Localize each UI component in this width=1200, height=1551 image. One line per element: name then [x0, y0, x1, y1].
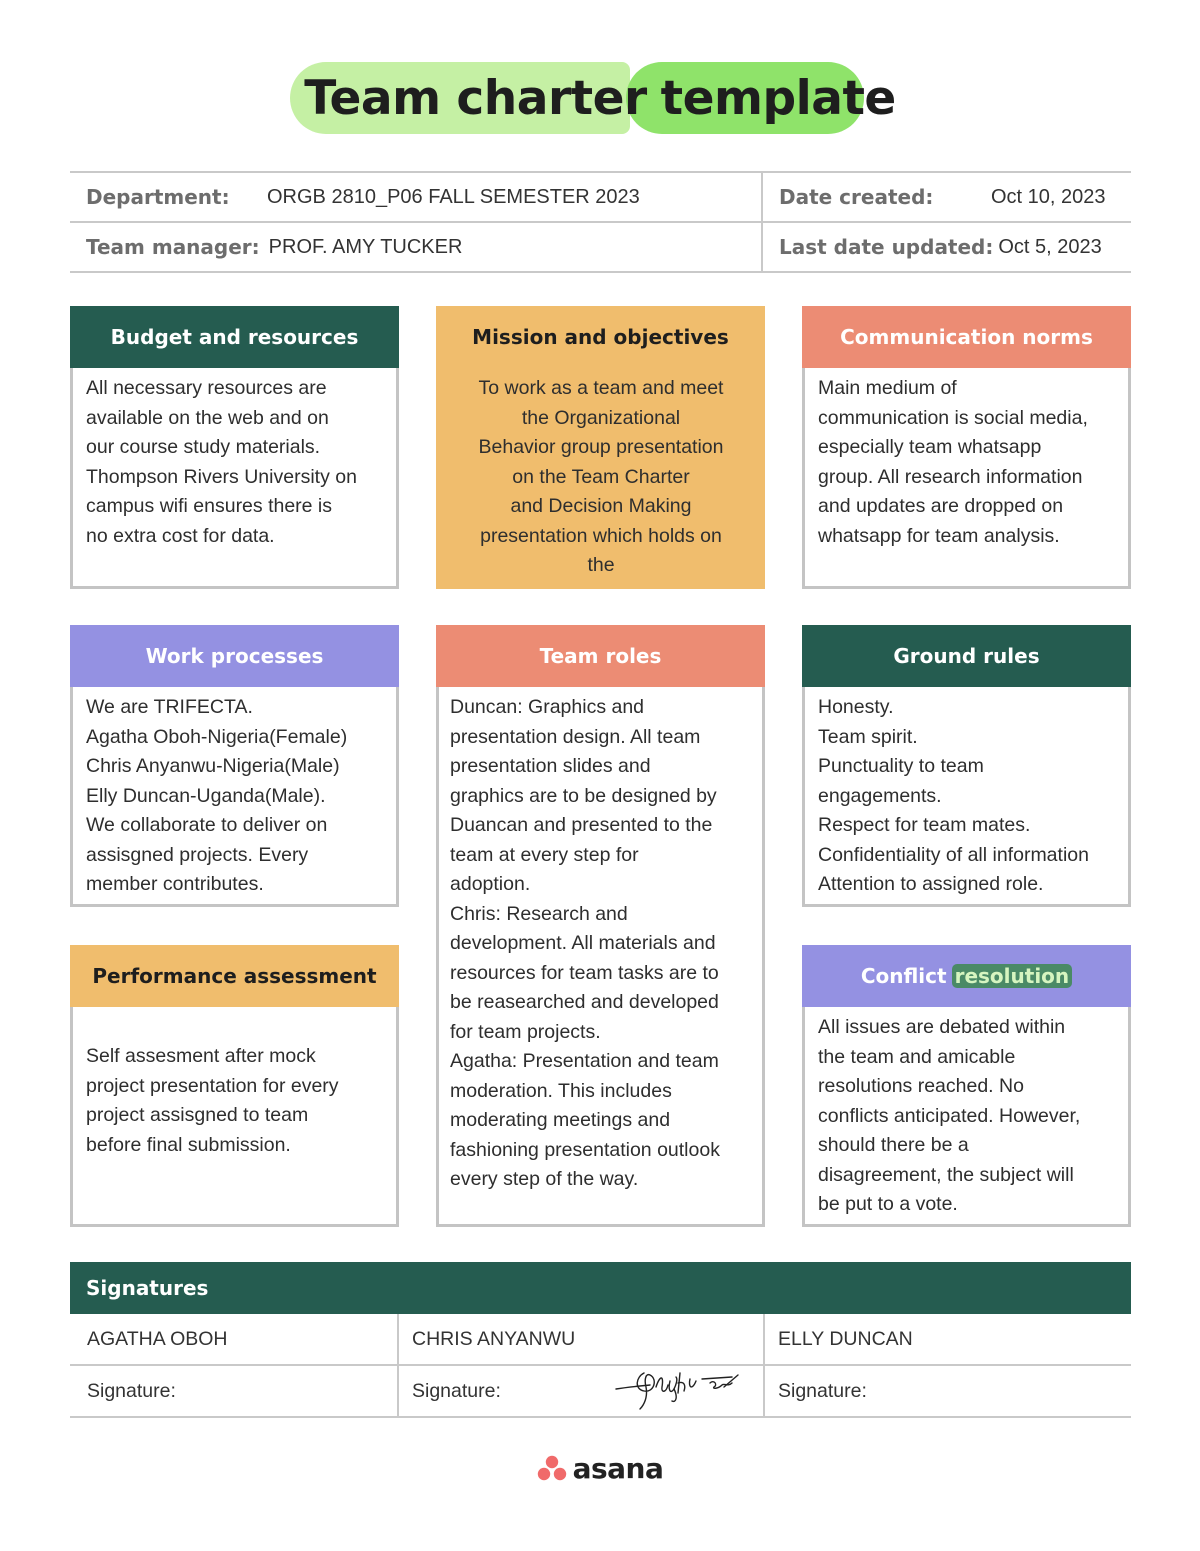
- card-conflict: [802, 945, 1131, 1227]
- signature-field-2[interactable]: [399, 1366, 765, 1416]
- card-budget: [70, 306, 399, 589]
- signatures-title: Signatures: [70, 1262, 1131, 1314]
- last-updated-value: Oct 5, 2023: [998, 235, 1102, 258]
- date-created-value: Oct 10, 2023: [991, 185, 1106, 208]
- page-title: [304, 60, 896, 136]
- card-performance-body: Self assesment after mock project presentation for every project assisgned to team before final submission.: [70, 1007, 399, 1227]
- meta-row-2: [70, 223, 1131, 273]
- card-conflict-body: All issues are debated within the team and amicable resolutions reached. No conflicts anticipated. However, should there be a disagreement, the subject will be put to a vote.: [802, 1007, 1131, 1227]
- card-communication: [802, 306, 1131, 589]
- card-communication-title: Communication norms: [802, 306, 1131, 368]
- card-team-roles: [436, 625, 765, 1227]
- manager-value: PROF. AMY TUCKER: [268, 235, 463, 258]
- signatures-table: [70, 1262, 1131, 1418]
- card-budget-body: All necessary resources are available on the web and on our course study materials. Thompson Rivers University on campus wifi ensures there is no extra cost for data.: [70, 368, 399, 589]
- signature-field-3[interactable]: [765, 1366, 1131, 1416]
- card-conflict-title: [802, 945, 1131, 1007]
- card-mission-title: Mission and objectives: [436, 306, 765, 368]
- asana-logo: [0, 1450, 1200, 1486]
- page-title-wrap: [0, 60, 1200, 136]
- signature-name-3: ELLY DUNCAN: [778, 1327, 913, 1350]
- asana-dots-icon: [537, 1455, 567, 1481]
- card-conflict-title-part1: Conflict: [860, 964, 947, 988]
- meta-row-1: [70, 173, 1131, 223]
- card-team-roles-body: Duncan: Graphics and presentation design. All team presentation slides and graphics are to be designed by Duancan and presented to the team at every step for adoption. Chris: Research and development. All materials and resources for team tasks are to be reasearched and developed for team projects. Agatha: Presentation and team moderation. This includes moderating meetings and fashioning presentation outlook every step of the way.: [436, 687, 765, 1227]
- card-ground-rules-body: Honesty. Team spirit. Punctuality to team engagements. Respect for team mates. Confidentiality of all information Attention to assigned role.: [802, 687, 1131, 907]
- card-work-processes-body: We are TRIFECTA. Agatha Oboh-Nigeria(Female) Chris Anyanwu-Nigeria(Male) Elly Duncan-Uganda(Male). We collaborate to deliver on assisgned projects. Every member contributes.: [70, 687, 399, 907]
- card-ground-rules: [802, 625, 1131, 907]
- card-conflict-title-part2: resolution: [952, 964, 1073, 988]
- department-cell: [70, 173, 763, 221]
- department-value: ORGB 2810_P06 FALL SEMESTER 2023: [267, 185, 640, 208]
- card-performance: [70, 945, 399, 1227]
- asana-logo-text: asana: [572, 1451, 664, 1485]
- date-created-cell: [763, 173, 1131, 221]
- card-mission: [436, 306, 765, 589]
- card-budget-title: Budget and resources: [70, 306, 399, 368]
- signature-label-2: Signature:: [412, 1379, 501, 1402]
- handwritten-signature-icon: [614, 1367, 742, 1413]
- manager-cell: [70, 223, 763, 271]
- card-communication-body: Main medium of communication is social media, especially team whatsapp group. All research information and updates are dropped on whatsapp for team analysis.: [802, 368, 1131, 589]
- signatures-sign-row: [70, 1366, 1131, 1418]
- last-updated-cell: [763, 223, 1131, 271]
- last-updated-label: Last date updated:: [779, 235, 994, 259]
- card-ground-rules-title: Ground rules: [802, 625, 1131, 687]
- card-work-processes-title: Work processes: [70, 625, 399, 687]
- title-part1: Team charter: [304, 70, 647, 126]
- card-team-roles-title: Team roles: [436, 625, 765, 687]
- date-created-label: Date created:: [779, 185, 934, 209]
- manager-label: Team manager:: [86, 235, 260, 259]
- signature-label-1: Signature:: [87, 1379, 176, 1402]
- signatures-names-row: [70, 1314, 1131, 1366]
- signature-field-1[interactable]: [70, 1366, 399, 1416]
- signature-name-1: AGATHA OBOH: [70, 1314, 399, 1364]
- signature-name-2: CHRIS ANYANWU: [399, 1314, 765, 1364]
- card-work-processes: [70, 625, 399, 907]
- title-part2: template: [660, 70, 896, 126]
- signature-label-3: Signature:: [778, 1379, 867, 1402]
- card-mission-body: To work as a team and meet the Organizational Behavior group presentation on the Team Charter and Decision Making presentation which holds on the: [436, 368, 765, 589]
- card-performance-title: Performance assessment: [70, 945, 399, 1007]
- meta-table: [70, 171, 1131, 273]
- department-label: Department:: [86, 185, 230, 209]
